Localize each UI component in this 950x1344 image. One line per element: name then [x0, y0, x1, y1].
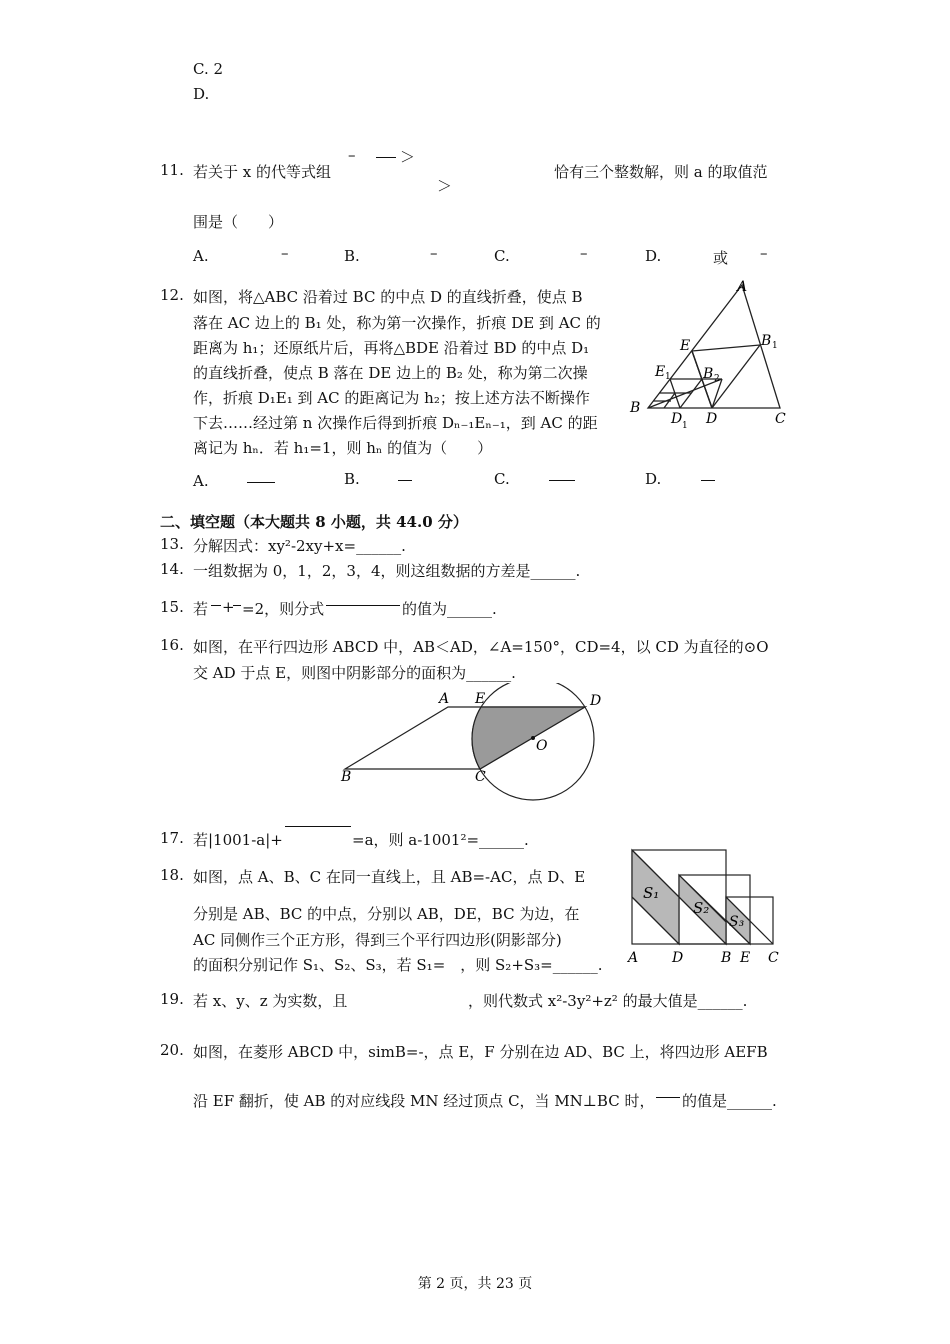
fig18-label-s2: S₂ [693, 899, 710, 917]
fig16-label-d: D [590, 693, 602, 709]
q15-fraction-1 [211, 605, 221, 606]
q11-option-c: C. [494, 247, 510, 265]
fig12-label-d: D [706, 411, 718, 427]
q12-line-4: 的直线折叠，使点 B 落在 DE 边上的 B₂ 处，称为第二次操 [193, 364, 588, 382]
q12-line-2: 落在 AC 边上的 B₁ 处，称为第一次操作，折痕 DE 到 AC 的 [193, 314, 601, 332]
q12-option-d-fraction [701, 480, 715, 481]
q11-option-a-minus: – [281, 244, 289, 262]
q17-sqrt-bar [285, 826, 351, 827]
fig12-sub-2: 2 [714, 374, 720, 384]
q15-text-b: + [222, 598, 235, 616]
q17-text-b: =a，则 a-1001²=______. [352, 831, 529, 849]
q11-option-d-minus: – [760, 244, 768, 262]
q11-gt-sign-2: ＞ [437, 177, 453, 195]
q19-text-a: 若 x、y、z 为实数，且 [193, 992, 348, 1010]
q11-option-d: D. [645, 247, 662, 265]
q19-number: 19. [160, 990, 184, 1008]
q20-line-2-tail: 的值是______. [682, 1092, 777, 1110]
q11-option-b-minus: – [430, 244, 438, 262]
q17-number: 17. [160, 829, 184, 847]
q11-option-d-or: 或 [713, 249, 729, 267]
fig18-label-b: B [721, 950, 732, 966]
q20-line-2: 沿 EF 翻折，使 AB 的对应线段 MN 经过顶点 C，当 MN⊥BC 时， [193, 1092, 655, 1110]
q14-text: 一组数据为 0，1，2，3，4，则这组数据的方差是______. [193, 562, 581, 580]
section-heading: 二、填空题（本大题共 8 小题，共 44.0 分） [160, 513, 468, 531]
q17-text-a: 若|1001-a|+ [193, 831, 283, 849]
fig16-label-a: A [439, 691, 450, 707]
fig12-sub-d1: 1 [682, 421, 688, 431]
fig18-label-s1: S₁ [643, 884, 660, 902]
q20-line-1: 如图，在菱形 ABCD 中，simB=-，点 E，F 分别在边 AD、BC 上，将四边形 AEFB [193, 1043, 768, 1061]
q13-number: 13. [160, 535, 184, 553]
q12-line-1: 如图，将△ABC 沿着过 BC 的中点 D 的直线折叠，使点 B [193, 288, 583, 306]
fig18-label-e: E [740, 950, 751, 966]
q12-option-c-fraction [549, 480, 575, 481]
q12-line-5: 作，折痕 D₁E₁ 到 AC 的距离记为 h₂；按上述方法不断操作 [193, 389, 590, 407]
fig18-label-s3: S₃ [729, 914, 745, 930]
q13-text: 分解因式：xy²-2xy+x=______. [193, 537, 406, 555]
q11-number: 11. [160, 161, 184, 179]
q11-text-range: 围是（ ） [193, 213, 284, 231]
q14-number: 14. [160, 560, 184, 578]
q11-text: 若关于 x 的代等式组 [193, 163, 331, 181]
fig12-label-b: B [630, 400, 641, 416]
q18-line-3: AC 同侧作三个正方形，得到三个平行四边形(阴影部分) [193, 931, 562, 949]
q16-parallelogram-figure [335, 683, 615, 801]
page-footer: 第 2 页，共 23 页 [417, 1276, 533, 1292]
fig16-label-b: B [341, 769, 352, 785]
q12-option-c: C. [494, 470, 510, 488]
q20-number: 20. [160, 1041, 184, 1059]
fig12-label-c: C [775, 411, 786, 427]
fig12-label-e1: E [655, 364, 666, 380]
option-d-prev: D. [193, 85, 210, 103]
fig18-label-a: A [628, 950, 639, 966]
option-c-prev: C. 2 [193, 60, 224, 78]
q15-number: 15. [160, 598, 184, 616]
q16-line-1: 如图，在平行四边形 ABCD 中，AB＜AD，∠A=150°，CD=4，以 CD 为直径的⊙O [193, 638, 769, 656]
q12-number: 12. [160, 286, 184, 304]
q19-text-b: ，则代数式 x²-3y²+z² 的最大值是______. [468, 992, 748, 1010]
fig16-label-e: E [475, 691, 486, 707]
q18-number: 18. [160, 866, 184, 884]
q12-option-d: D. [645, 470, 662, 488]
fig12-sub-e1: 1 [665, 372, 671, 382]
q11-option-b: B. [344, 247, 360, 265]
q15-fraction-2 [233, 605, 241, 606]
q15-text-c: =2，则分式 [242, 600, 325, 618]
q20-fraction-bar [656, 1097, 680, 1098]
q15-text-d: 的值为______. [402, 600, 497, 618]
q12-option-a-fraction [247, 482, 275, 483]
q11-gt-sign-1: ＞ [400, 148, 416, 166]
q12-line-3: 距离为 h₁；还原纸片后，再将△BDE 沿着过 BD 的中点 D₁ [193, 339, 590, 357]
q12-option-b-fraction [398, 480, 412, 481]
q15-fraction-main [326, 605, 400, 606]
fig12-label-a: A [737, 279, 748, 295]
fig18-label-c: C [768, 950, 779, 966]
q18-line-1: 如图，点 A、B、C 在同一直线上，且 AB=-AC，点 D、E [193, 868, 586, 886]
q11-text-tail: 恰有三个整数解，则 a 的取值范 [554, 163, 768, 181]
q12-option-b: B. [344, 470, 360, 488]
q11-option-c-minus: – [580, 244, 588, 262]
q12-line-7: 离记为 hₙ．若 h₁=1，则 hₙ 的值为（ ） [193, 439, 493, 457]
fig16-label-o: O [536, 738, 548, 754]
q12-option-a: A. [193, 472, 209, 490]
fig12-sub-1: 1 [772, 341, 778, 351]
fig16-label-c: C [475, 769, 486, 785]
q16-line-2: 交 AD 于点 E，则图中阴影部分的面积为______. [193, 664, 516, 682]
q18-squares-figure [622, 845, 792, 970]
fig12-label-b2: B [703, 366, 714, 382]
q18-line-4: 的面积分别记作 S₁、S₂、S₃，若 S₁= ，则 S₂+S₃=______. [193, 956, 603, 974]
q12-line-6: 下去……经过第 n 次操作后得到折痕 Dₙ₋₁Eₙ₋₁，到 AC 的距 [193, 414, 598, 432]
fig12-label-b1: B [761, 333, 772, 349]
fig18-label-d: D [672, 950, 684, 966]
fig12-label-e: E [680, 338, 691, 354]
q12-triangle-figure [625, 275, 795, 435]
q18-line-2: 分别是 AB、BC 的中点，分别以 AB，DE，BC 为边，在 [193, 905, 580, 923]
q11-fraction-bar [376, 157, 396, 158]
fig12-label-d1: D [671, 411, 683, 427]
q11-option-a: A. [193, 247, 209, 265]
q11-minus-sign: – [348, 146, 356, 164]
q15-text-a: 若 [193, 600, 209, 618]
q16-number: 16. [160, 636, 184, 654]
